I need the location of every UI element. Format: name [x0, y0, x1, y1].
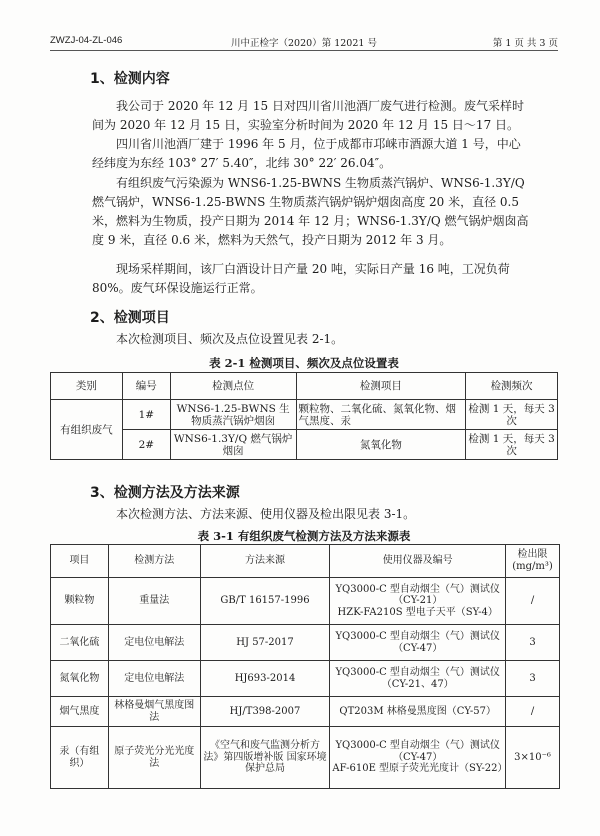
table2-header-cell: 检测方法: [108, 545, 200, 578]
table-cell: 烟气黑度: [51, 697, 109, 727]
document-code: ZWZJ-04-ZL-046: [50, 35, 123, 46]
table2-header-cell: 检出限 (mg/m³): [506, 545, 560, 578]
section1-paragraph-3: 有组织废气污染源为 WNS6-1.25-BWNS 生物质蒸汽锅炉、WNS6-1.3Y/Q 燃气锅炉，WNS6-1.25-BWNS 生物质蒸汽锅炉锅炉烟囱高度 20 米，直径 0.5 米，燃料为生物质，投产日期为 2014 年 12 月；WNS6-1.3Y/Q 燃气锅炉烟囱高度 9 米，直径 0.6 米，燃料为天然气，投产日期为 2012 年 3 月。: [92, 176, 529, 247]
table-cell: 林格曼烟气黑度图法: [108, 697, 200, 727]
table-cell: 1#: [122, 400, 170, 430]
table2-detection-methods: [50, 544, 560, 789]
section2-title: 2、检测项目: [90, 310, 170, 326]
table-cell: 检测 1 天，每天 3 次: [466, 430, 558, 460]
table-cell: WNS6-1.3Y/Q 燃气锅炉烟囱: [170, 430, 296, 460]
table-cell: 颗粒物: [51, 578, 109, 625]
table-cell: YQ3000-C 型自动烟尘（气）测试仪（CY-47） AF-610E 型原子荧光光度计（SY-22）: [330, 727, 506, 789]
table2-header-row: [51, 545, 560, 578]
table-cell: 检测 1 天，每天 3 次: [466, 400, 558, 430]
table-row: [51, 578, 560, 625]
table1-header-row: [51, 373, 558, 400]
page-number: 第 1 页 共 3 页: [492, 38, 558, 49]
table-row: [51, 727, 560, 789]
table-cell: 《空气和废气监测分析方法》第四版增补版 国家环境保护总局: [200, 727, 330, 789]
table-cell: 定电位电解法: [108, 661, 200, 697]
table2-caption: 表 3-1 有组织废气检测方法及方法来源表: [197, 529, 411, 543]
table-cell: 2#: [122, 430, 170, 460]
table-cell: 氮氧化物: [51, 661, 109, 697]
section1-paragraph-4: 现场采样期间，该厂白酒设计日产量 20 吨，实际日产量 16 吨，工况负荷 80%。废气环保设施运行正常。: [92, 262, 510, 295]
table-row: [51, 697, 560, 727]
section1-paragraph-1: 我公司于 2020 年 12 月 15 日对四川省川池酒厂废气进行检测。废气采样时间为 2020 年 12 月 15 日，实验室分析时间为 2020 年 12 月 15 日～17 日。: [92, 99, 524, 132]
table-cell: YQ3000-C 型自动烟尘（气）测试仪（CY-47）: [330, 625, 506, 661]
table1-caption: 表 2-1 检测项目、频次及点位设置表: [209, 356, 399, 370]
table-cell: QT203M 林格曼黑度图（CY-57）: [330, 697, 506, 727]
section3-title: 3、检测方法及方法来源: [90, 485, 240, 501]
table-cell: /: [506, 697, 560, 727]
table-cell: YQ3000-C 型自动烟尘（气）测试仪（CY-21） HZK-FA210S 型电子天平（SY-4）: [330, 578, 506, 625]
table-row: [51, 661, 560, 697]
table-cell: WNS6-1.25-BWNS 生物质蒸汽锅炉烟囱: [170, 400, 296, 430]
table1-header-cell: 检测项目: [296, 373, 466, 400]
table-cell: 定电位电解法: [108, 625, 200, 661]
table1-header-cell: 检测频次: [466, 373, 558, 400]
table1-header-cell: 类别: [51, 373, 123, 400]
section3-paragraph: 本次检测方法、方法来源、使用仪器及检出限见表 3-1。: [116, 507, 416, 521]
table-cell: HJ693-2014: [200, 661, 330, 697]
table-cell: 汞（有组织）: [51, 727, 109, 789]
table-row: [51, 430, 558, 460]
section2-paragraph: 本次检测项目、频次及点位设置见表 2-1。: [116, 332, 344, 346]
table-row: [51, 400, 558, 430]
table-cell: HJ/T398-2007: [200, 697, 330, 727]
table-cell: 3×10⁻⁶: [506, 727, 560, 789]
table1-category-cell: 有组织废气: [51, 400, 123, 460]
section1-title: 1、检测内容: [90, 71, 170, 87]
table-cell: 二氧化硫: [51, 625, 109, 661]
table1-header-cell: 检测点位: [170, 373, 296, 400]
section1-paragraph-2: 四川省川池酒厂建于 1996 年 5 月，位于成都市邛崃市酒源大道 1 号，中心经纬度为东经 103° 27′ 5.40″，北纬 30° 22′ 26.04″。: [92, 137, 521, 170]
page-header: [50, 32, 558, 51]
table-cell: 颗粒物、二氧化硫、氮氧化物、烟气黑度、汞: [296, 400, 466, 430]
report-number: 川中正检字（2020）第 12021 号: [231, 38, 377, 49]
table-cell: GB/T 16157-1996: [200, 578, 330, 625]
table-cell: 原子荧光分光光度法: [108, 727, 200, 789]
table-cell: 3: [506, 625, 560, 661]
table2-header-cell: 使用仪器及编号: [330, 545, 506, 578]
table-row: [51, 625, 560, 661]
table2-header-cell: 项目: [51, 545, 109, 578]
table2-header-cell: 方法来源: [200, 545, 330, 578]
table-cell: 氮氧化物: [296, 430, 466, 460]
table-cell: YQ3000-C 型自动烟尘（气）测试仪（CY-21、47）: [330, 661, 506, 697]
table1-detection-items: [50, 372, 558, 460]
table-cell: /: [506, 578, 560, 625]
table-cell: 重量法: [108, 578, 200, 625]
table-cell: HJ 57-2017: [200, 625, 330, 661]
table1-header-cell: 编号: [122, 373, 170, 400]
table-cell: 3: [506, 661, 560, 697]
